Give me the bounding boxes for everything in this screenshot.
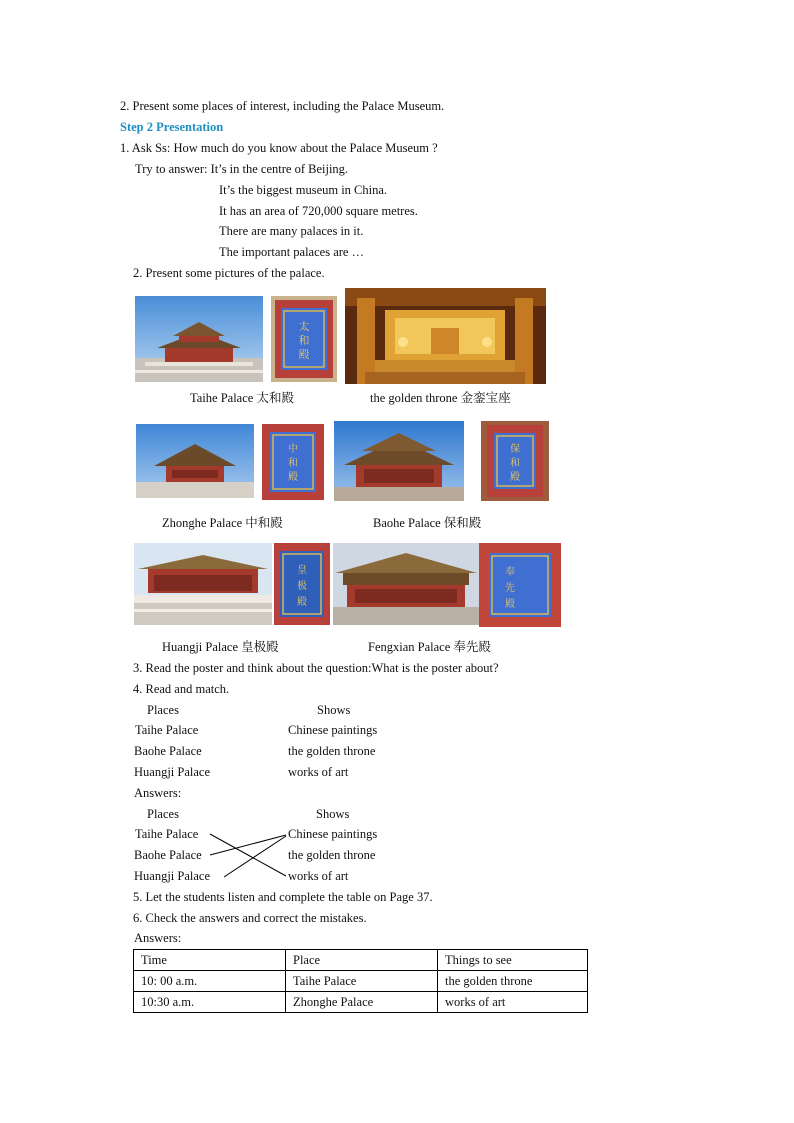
plaque-char: 太: [298, 320, 310, 333]
matching-lines: [200, 826, 300, 886]
check-line: 6. Check the answers and correct the mistakes.: [133, 911, 367, 925]
table-header-cell: Time: [134, 950, 286, 971]
plaque-char: 殿: [298, 348, 310, 361]
zhonghe-palace-photo: [136, 424, 254, 498]
plaque-char: 殿: [297, 597, 307, 608]
answer-place: Baohe Palace: [134, 848, 202, 862]
table-cell: 10:30 a.m.: [134, 992, 286, 1013]
table-cell: Zhonghe Palace: [286, 992, 438, 1013]
answer-line: There are many palaces in it.: [219, 224, 364, 238]
huangji-palace-photo: [134, 543, 272, 625]
plaque-char: 和: [288, 458, 298, 469]
match-place: Taihe Palace: [135, 723, 199, 737]
plaque-char: 先: [505, 583, 515, 594]
table-header-row: [134, 950, 588, 971]
plaque-char: 殿: [288, 472, 298, 483]
fengxian-palace-photo: [333, 543, 479, 625]
match-place: Huangji Palace: [134, 765, 211, 779]
poster-question: 3. Read the poster and think about the question:What is the poster about?: [133, 661, 499, 675]
table-cell: 10: 00 a.m.: [134, 971, 286, 992]
check-answers-label: Answers:: [134, 931, 182, 945]
caption-fengxian: Fengxian Palace 奉先殿: [368, 640, 491, 654]
answer-place: Huangji Palace: [134, 869, 211, 883]
caption-taihe: Taihe Palace 太和殿: [190, 391, 294, 405]
fengxian-plaque-photo: [479, 543, 561, 627]
table-row: [134, 992, 588, 1013]
table-cell: works of art: [438, 992, 588, 1013]
answer-show: the golden throne: [288, 848, 376, 862]
ask-question: 1. Ask Ss: How much do you know about the Palace Museum ?: [120, 141, 438, 155]
plaque-char: 和: [298, 334, 310, 347]
pictures-title: 2. Present some pictures of the palace.: [133, 266, 325, 280]
caption-huangji: Huangji Palace 皇极殿: [162, 640, 279, 654]
baohe-palace-photo: [334, 421, 464, 501]
golden-throne-photo: [345, 288, 546, 384]
match-answers-label: Answers:: [134, 786, 182, 800]
intro-line: 2. Present some places of interest, including the Palace Museum.: [120, 99, 445, 113]
answer-line: The important palaces are …: [219, 245, 365, 259]
try-answer-label: Try to answer: It’s in the centre of Beijing.: [135, 162, 349, 176]
table-cell: the golden throne: [438, 971, 588, 992]
match-line-baohe: [210, 835, 286, 855]
match-header-shows: Shows: [317, 703, 351, 717]
answers-table: [133, 949, 588, 1013]
caption-golden-throne: the golden throne 金銮宝座: [370, 391, 511, 405]
table-cell: Taihe Palace: [286, 971, 438, 992]
answer-show: Chinese paintings: [288, 827, 378, 841]
answer-line: It has an area of 720,000 square metres.: [219, 204, 418, 218]
answer-header-shows: Shows: [316, 807, 350, 821]
plaque-char: 保: [510, 444, 520, 455]
listen-line: 5. Let the students listen and complete the table on Page 37.: [133, 890, 433, 904]
table-row: [134, 971, 588, 992]
match-title: 4. Read and match.: [133, 682, 230, 696]
table-header-cell: Things to see: [438, 950, 588, 971]
zhonghe-plaque-photo: [262, 424, 324, 500]
match-header-places: Places: [147, 703, 179, 717]
table-header-cell: Place: [286, 950, 438, 971]
huangji-plaque-photo: [274, 543, 330, 625]
plaque-char: 和: [510, 458, 520, 469]
step2-heading: Step 2 Presentation: [120, 120, 224, 134]
match-place: Baohe Palace: [134, 744, 202, 758]
caption-baohe: Baohe Palace 保和殿: [373, 516, 482, 530]
caption-zhonghe: Zhonghe Palace 中和殿: [162, 516, 283, 530]
answer-header-places: Places: [147, 807, 179, 821]
baohe-plaque-photo: [481, 421, 549, 501]
taihe-palace-photo: [135, 296, 263, 382]
match-show: Chinese paintings: [288, 723, 378, 737]
plaque-char: 皇: [297, 565, 307, 576]
plaque-char: 殿: [505, 599, 515, 610]
plaque-char: 中: [288, 444, 298, 455]
answer-show: works of art: [288, 869, 349, 883]
plaque-char: 殿: [510, 472, 520, 483]
match-show: the golden throne: [288, 744, 376, 758]
plaque-char: 奉: [505, 567, 515, 578]
plaque-char: 极: [297, 581, 307, 592]
answer-place: Taihe Palace: [135, 827, 199, 841]
answer-line: It’s the biggest museum in China.: [219, 183, 388, 197]
match-line-taihe: [210, 834, 286, 876]
match-show: works of art: [288, 765, 349, 779]
taihe-plaque-photo: [271, 296, 337, 382]
